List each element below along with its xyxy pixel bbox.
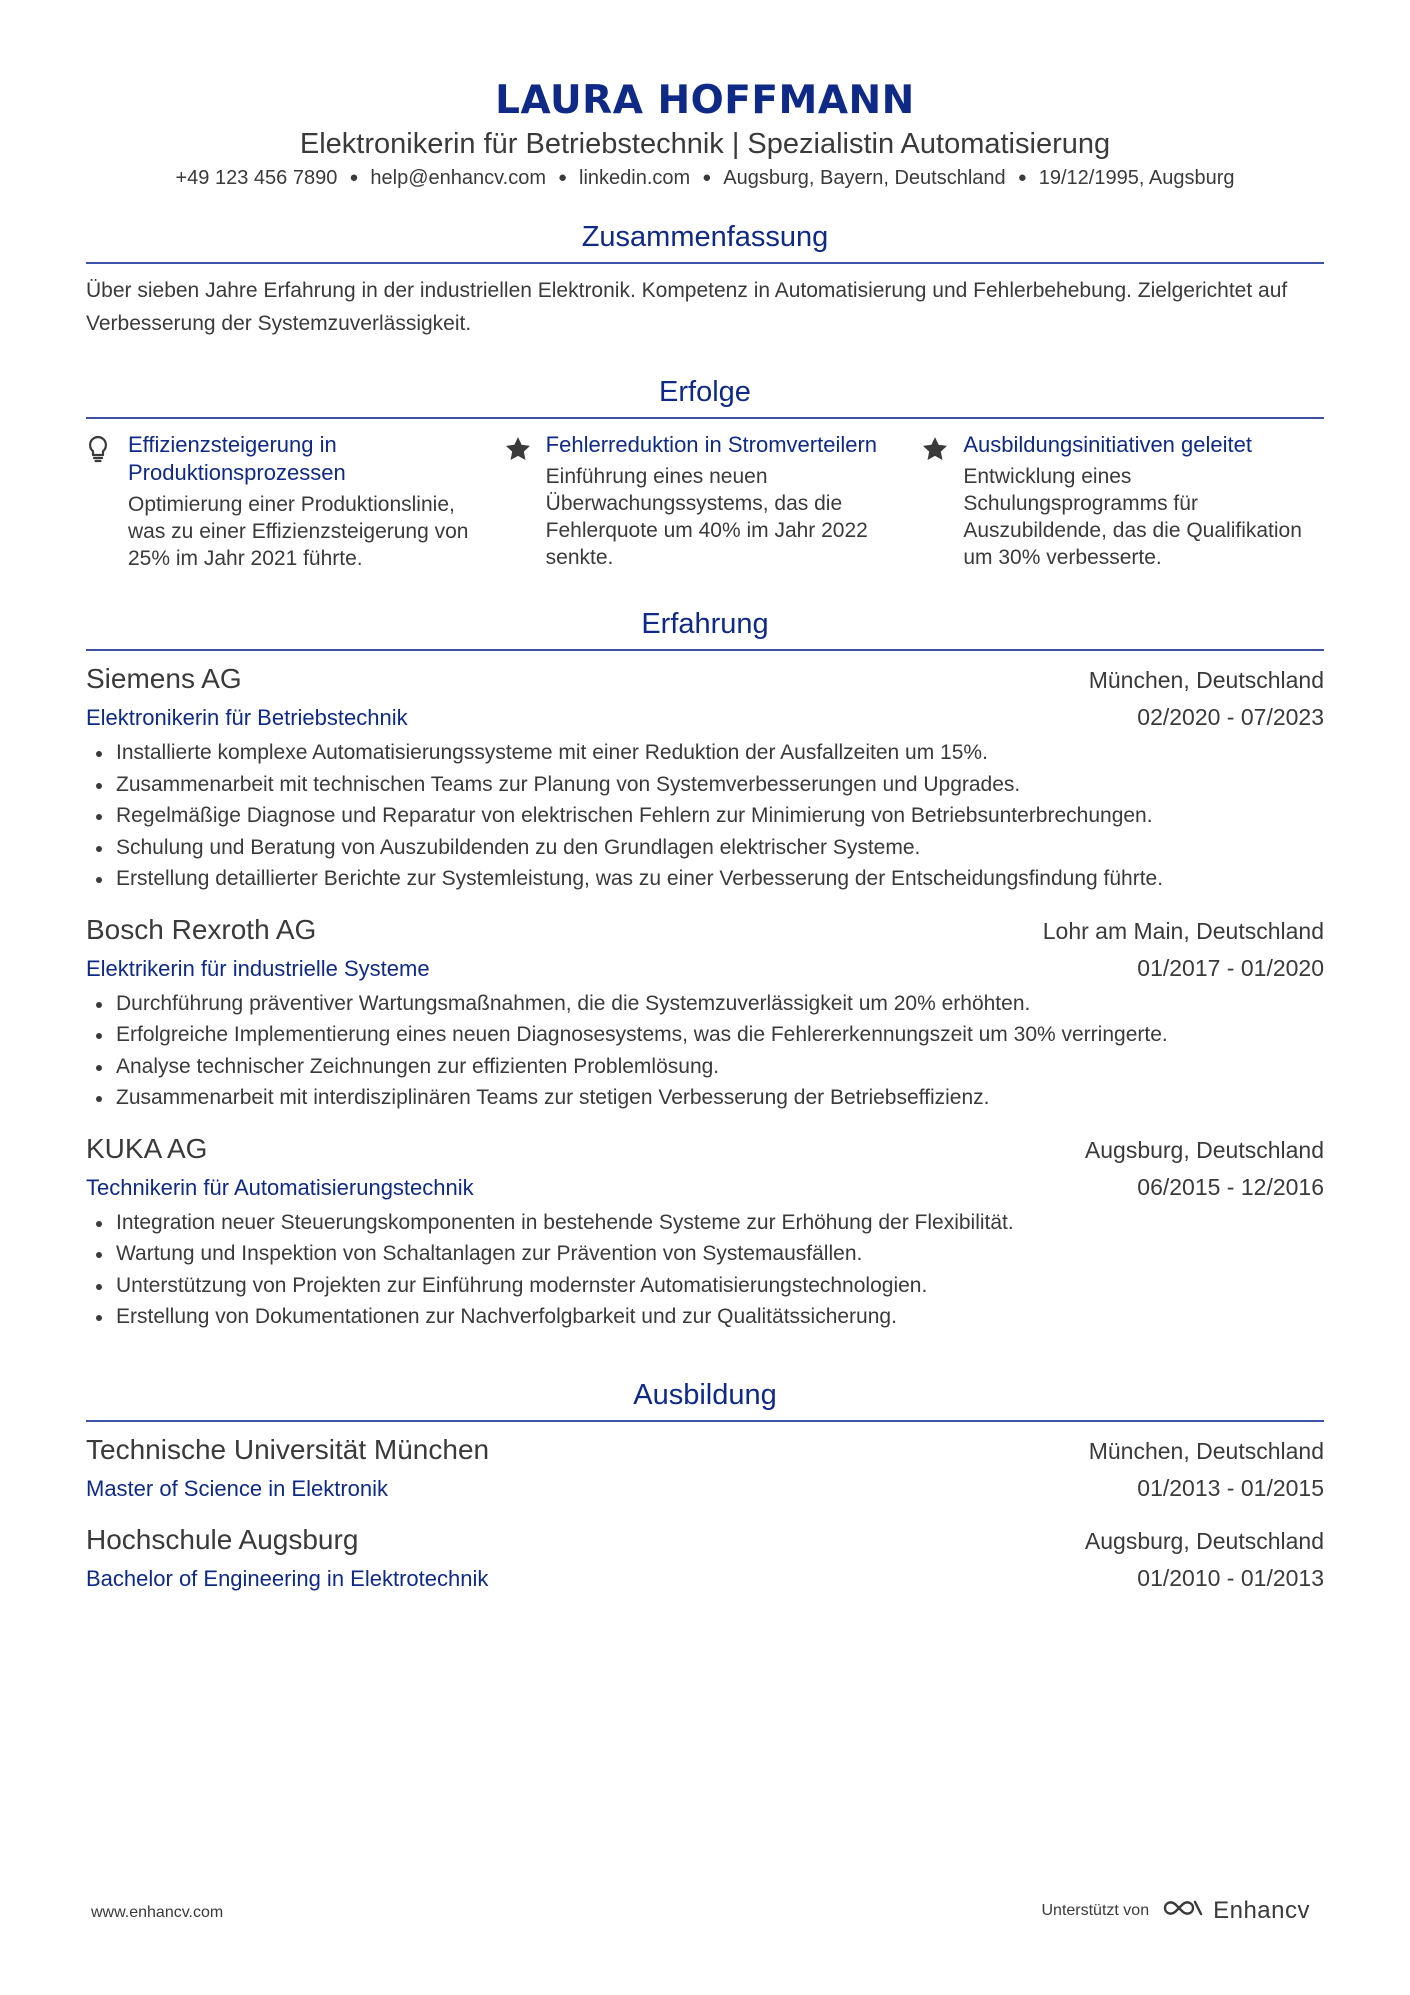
section-title-experience: Erfahrung xyxy=(86,606,1324,651)
birth-info: 19/12/1995, Augsburg xyxy=(1038,167,1235,189)
company-name: Siemens AG xyxy=(86,663,242,694)
degree: Master of Science in Elektronik xyxy=(86,1475,389,1501)
job-entry xyxy=(86,1131,1324,1333)
location: Augsburg, Bayern, Deutschland xyxy=(723,167,1006,189)
company-name: KUKA AG xyxy=(86,1132,208,1164)
email-link[interactable]: help@enhancv.com xyxy=(370,167,546,189)
bullet-item: Wartung und Inspektion von Schaltanlagen zur Prävention von Systemausfällen. xyxy=(86,1238,1324,1270)
star-icon xyxy=(504,431,546,572)
bullet-item: Unterstützung von Projekten zur Einführung modernster Automatisierungstechnologien. xyxy=(86,1270,1324,1302)
linkedin-link[interactable]: linkedin.com xyxy=(579,167,691,189)
candidate-headline: Elektronikerin für Betriebstechnik | Spezialistin Automatisierung xyxy=(299,128,1111,160)
lightbulb-icon xyxy=(86,431,128,572)
achievement-title: Ausbildungsinitiativen geleitet xyxy=(963,432,1252,457)
achievement-title: Effizienzsteigerung in Produktionsprozessen xyxy=(128,432,346,485)
achievement-title: Fehlerreduktion in Stromverteilern xyxy=(545,432,878,457)
summary-text: Über sieben Jahre Erfahrung in der industriellen Elektronik. Kompetenz in Automatisierung und Fehlerbehebung. Zielgerichtet auf Verbesserung der Systemzuverlässigkeit. xyxy=(86,279,1288,335)
footer-branding[interactable] xyxy=(1041,1896,1310,1925)
section-title-summary: Zusammenfassung xyxy=(86,219,1324,264)
footer-website-link[interactable]: www.enhancv.com xyxy=(91,1904,224,1921)
company-name: Bosch Rexroth AG xyxy=(86,913,317,945)
achievement-item xyxy=(921,431,1324,572)
achievement-description: Optimierung einer Produktionslinie, was zu einer Effizienzsteigerung von 25% im Jahr 2021 führte. xyxy=(128,493,469,570)
bullet-item: Erfolgreiche Implementierung eines neuen Diagnosesystems, was die Fehlererkennungszeit um 30% verringerte. xyxy=(86,1019,1324,1051)
achievement-item xyxy=(504,431,907,572)
job-entry xyxy=(86,661,1324,895)
job-bullets xyxy=(86,1207,1324,1333)
bullet-item: Schulung und Beratung von Auszubildenden zu den Grundlagen elektrischer Systeme. xyxy=(86,832,1324,864)
school-location: Augsburg, Deutschland xyxy=(1084,1527,1324,1554)
school-name: Technische Universität München xyxy=(86,1433,490,1465)
powered-by-label: Unterstützt von xyxy=(1041,1901,1150,1919)
contact-line xyxy=(86,164,1324,192)
resume-header xyxy=(86,0,1324,192)
education-entry xyxy=(86,1432,1324,1508)
job-location: München, Deutschland xyxy=(1088,667,1324,693)
candidate-name: LAURA HOFFMANN xyxy=(495,78,915,123)
job-dates: 06/2015 - 12/2016 xyxy=(1137,1173,1324,1200)
bullet-item: Zusammenarbeit mit technischen Teams zur Planung von Systemverbesserungen und Upgrades. xyxy=(86,769,1324,801)
achievements-section xyxy=(86,374,1324,572)
achievement-description: Einführung eines neuen Überwachungssystems, das die Fehlerquote um 40% im Jahr 2022 senkte. xyxy=(545,465,868,569)
separator-dot: ● xyxy=(1017,169,1027,186)
star-icon xyxy=(921,431,963,572)
degree: Bachelor of Engineering in Elektrotechnik xyxy=(86,1565,489,1591)
separator-dot: ● xyxy=(349,169,359,186)
job-entry xyxy=(86,912,1324,1114)
school-location: München, Deutschland xyxy=(1088,1437,1324,1464)
education-section xyxy=(86,1377,1324,1598)
bullet-item: Erstellung detaillierter Berichte zur Systemleistung, was zu einer Verbesserung der Entscheidungsfindung führte. xyxy=(86,863,1324,895)
education-dates: 01/2010 - 01/2013 xyxy=(1137,1564,1324,1591)
resume-page xyxy=(86,0,1324,1598)
job-role: Elektrikerin für industrielle Systeme xyxy=(86,955,430,981)
bullet-item: Regelmäßige Diagnose und Reparatur von elektrischen Fehlern zur Minimierung von Betriebsunterbrechungen. xyxy=(86,800,1324,832)
achievement-description: Entwicklung eines Schulungsprogramms für Auszubildende, das die Qualifikation um 30% verbesserte. xyxy=(963,465,1302,569)
phone: +49 123 456 7890 xyxy=(175,167,338,189)
enhancv-logo-icon xyxy=(1161,1896,1205,1925)
separator-dot: ● xyxy=(557,169,568,186)
bullet-item: Erstellung von Dokumentationen zur Nachverfolgbarkeit und zur Qualitätssicherung. xyxy=(86,1301,1324,1333)
experience-section xyxy=(86,606,1324,1333)
school-name: Hochschule Augsburg xyxy=(86,1523,359,1555)
job-dates: 01/2017 - 01/2020 xyxy=(1137,954,1324,981)
job-location: Augsburg, Deutschland xyxy=(1084,1136,1324,1163)
education-entry xyxy=(86,1522,1324,1598)
summary-section xyxy=(86,219,1324,340)
job-dates: 02/2020 - 07/2023 xyxy=(1137,704,1324,730)
job-bullets xyxy=(86,988,1324,1114)
separator-dot: ● xyxy=(702,169,712,186)
brand-name: Enhancv xyxy=(1213,1896,1310,1924)
achievements-grid xyxy=(86,431,1324,572)
bullet-item: Zusammenarbeit mit interdisziplinären Teams zur stetigen Verbesserung der Betriebseffizienz. xyxy=(86,1082,1324,1114)
bullet-item: Installierte komplexe Automatisierungssysteme mit einer Reduktion der Ausfallzeiten um 15%. xyxy=(86,737,1324,769)
job-role: Technikerin für Automatisierungstechnik xyxy=(86,1174,474,1200)
job-role: Elektronikerin für Betriebstechnik xyxy=(86,705,408,730)
section-title-education: Ausbildung xyxy=(86,1377,1324,1422)
bullet-item: Analyse technischer Zeichnungen zur effizienten Problemlösung. xyxy=(86,1051,1324,1083)
section-title-achievements: Erfolge xyxy=(86,374,1324,419)
achievement-item xyxy=(86,431,489,572)
bullet-item: Durchführung präventiver Wartungsmaßnahmen, die die Systemzuverlässigkeit um 20% erhöhten. xyxy=(86,988,1324,1020)
job-bullets xyxy=(86,737,1324,895)
bullet-item: Integration neuer Steuerungskomponenten in bestehende Systeme zur Erhöhung der Flexibilität. xyxy=(86,1207,1324,1239)
education-dates: 01/2013 - 01/2015 xyxy=(1137,1474,1324,1501)
job-location: Lohr am Main, Deutschland xyxy=(1042,917,1324,944)
